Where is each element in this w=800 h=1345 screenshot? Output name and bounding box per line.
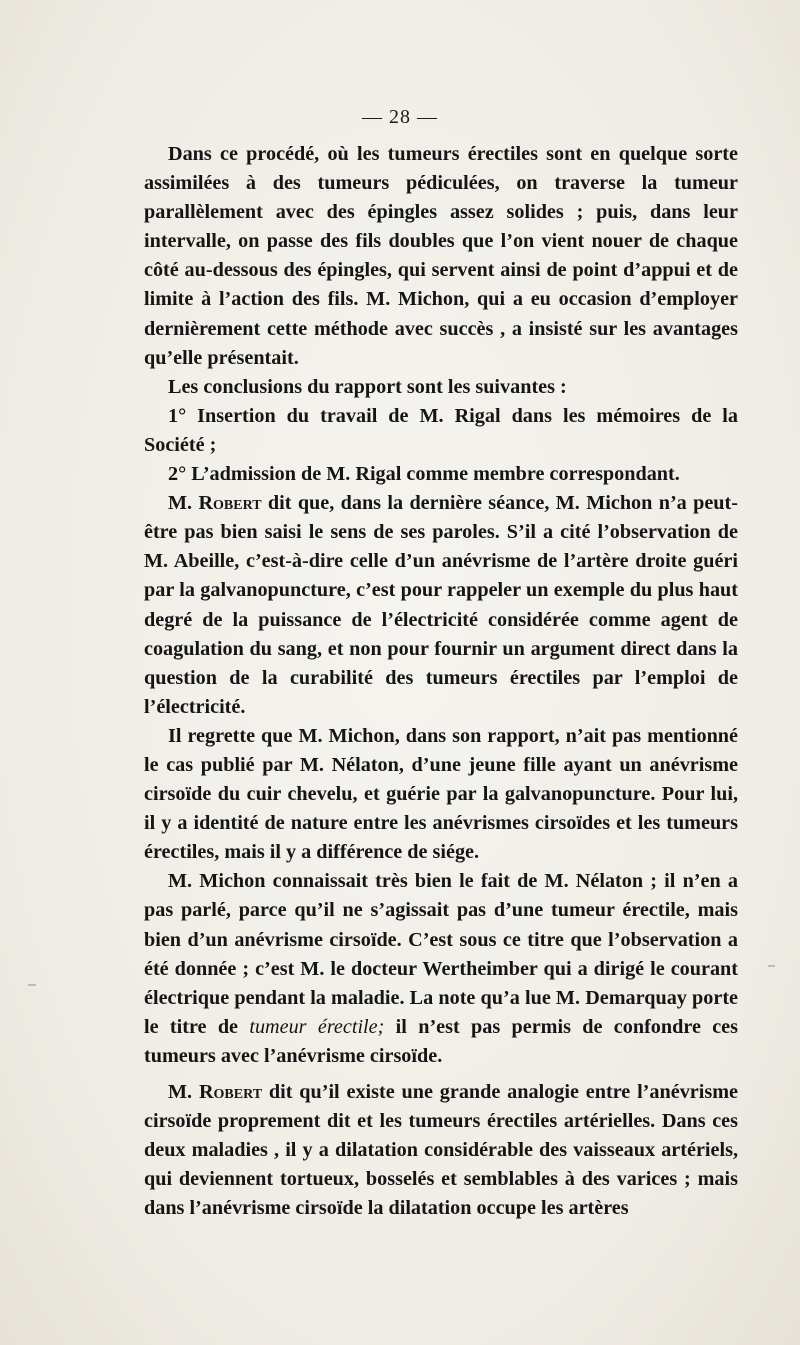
paragraph-text: dit que, dans la dernière séance, M. Michon n’a peut-être pas bien saisi le sens de ses paroles. S’il a cité l’observation de M. Abeille, c’est-à-dire celle d’un anévrisme de l’artère droite guéri par la galvanopuncture, c’est pour rappeler un exemple du plus haut degré de la puissance de l’électricité considérée comme agent de coagulation du sang, et non pour fournir un argument direct dans la question de la curabilité des tumeurs érectiles par l’emploi de l’électricité. — [144, 492, 738, 718]
paragraph-text: 1° Insertion du travail de M. Rigal dans les mémoires de la Société ; — [144, 404, 738, 456]
speaker-prefix: M. — [168, 1081, 199, 1103]
paragraph-text-end: il n’est pas permis de confondre ces tumeurs avec l’anévrisme cirsoïde. — [144, 1015, 739, 1067]
paragraph-conclusion-2 — [144, 460, 738, 489]
paragraph-text: Il regrette que M. Michon, dans son rapport, n’ait pas mentionné le cas publié par M. Nélaton, d’une jeune fille ayant un anévrisme cirsoïde du cuir chevelu, et guérie par la galvanopuncture. Pour lui, il y a identité de nature entre les anévrismes cirsoïdes et les tumeurs érectiles, mais il y a différence de siége. — [144, 724, 738, 864]
margin-mark — [28, 984, 36, 986]
italic-title: tumeur érectile; — [249, 1015, 385, 1038]
paragraph-procede — [144, 140, 738, 373]
speaker-prefix: M. — [168, 492, 199, 515]
paragraph-regrette — [144, 722, 738, 867]
paragraph-conclusion-1 — [144, 402, 738, 460]
paragraph-robert-1 — [144, 489, 738, 722]
paragraph-robert-2 — [144, 1078, 738, 1223]
paragraph-text: M. Michon connaissait très bien le fait de M. Nélaton ; il n’en a pas parlé, parce qu’il ne s’agissait pas d’une tumeur érectile, mais bien d’un anévrisme cirsoïde. C’est sous ce titre que l’observation a été donnée ; c’est M. le docteur Wertheimber qui a dirigé le courant électrique pendant la maladie. La note qu’a lue M. Demarquay porte le titre de — [144, 870, 738, 1038]
paragraph-michon — [144, 867, 738, 1071]
paragraph-text: dit qu’il existe une grande analogie entre l’anévrisme cirsoïde proprement dit et les tumeurs érectiles artérielles. Dans ces deux maladies , il y a dilatation considérable des vaisseaux artériels, qui deviennent tortueux, bosselés et semblables à des varices ; mais dans l’anévrisme cirsoïde la dilatation occupe les artères — [144, 1081, 738, 1220]
paragraph-text: Les conclusions du rapport sont les suivantes : — [168, 375, 567, 398]
page-number: — 28 — — [362, 106, 438, 128]
speaker-name: Robert — [198, 1081, 263, 1103]
margin-mark — [768, 965, 775, 967]
body-text — [144, 140, 738, 1223]
paragraph-text: Dans ce procédé, où les tumeurs érectiles sont en quelque sorte assimilées à des tumeurs pédiculées, on traverse la tumeur parallèlement avec des épingles assez solides ; puis, dans leur intervalle, on passe des fils doubles que l’on vient nouer de chaque côté au-dessous des épingles, qui servent ainsi de point d’appui et de limite à l’action des fils. M. Michon, qui a eu occasion d’employer dernièrement cette méthode avec succès , a insisté sur les avantages qu’elle présentait. — [144, 143, 738, 369]
speaker-name: Robert — [198, 492, 262, 515]
paragraph-conclusions — [144, 373, 738, 402]
paragraph-text: 2° L’admission de M. Rigal comme membre correspondant. — [168, 463, 680, 486]
